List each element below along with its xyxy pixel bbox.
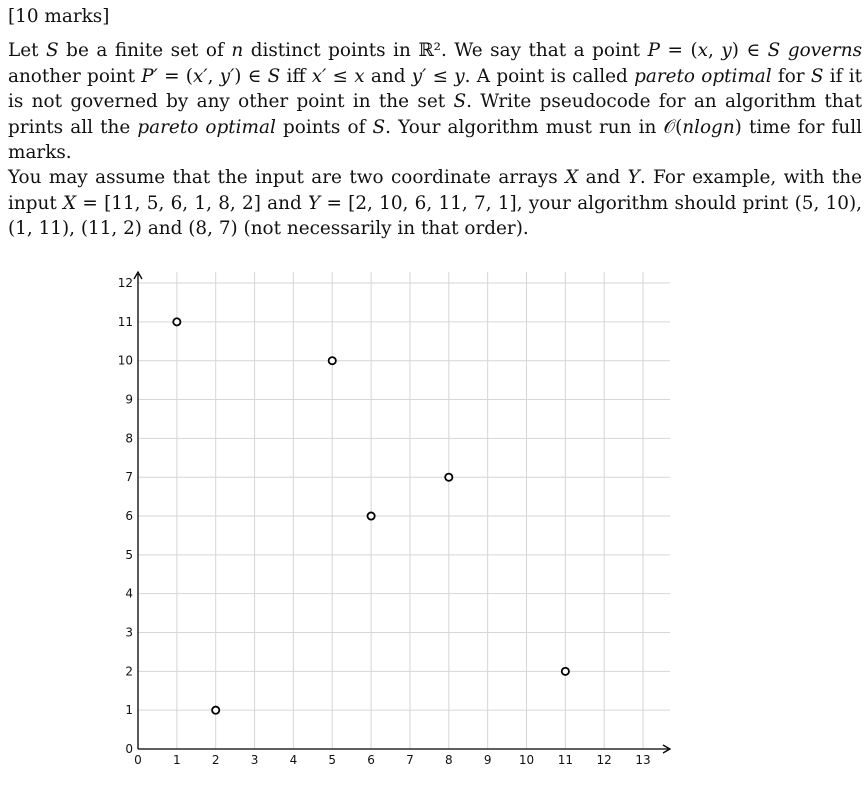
para1-run: pareto optimal [137, 116, 276, 138]
para1-run: x′ [311, 65, 327, 87]
x-tick-label: 13 [635, 753, 651, 767]
para1-run: . Write pseudocode for an algorithm that prints all the [8, 91, 862, 138]
data-point [562, 668, 569, 675]
x-tick-label: 4 [289, 753, 298, 767]
para1-run: = ( [157, 65, 193, 87]
para2-run: = [11, 5, 6, 1, 8, 2] and [76, 192, 309, 214]
para1-run: y [721, 40, 732, 61]
para1-run: points of [275, 116, 373, 138]
para1-run: x′ [193, 65, 208, 87]
para1-run: y [454, 65, 465, 87]
y-tick-label: 0 [125, 742, 133, 756]
x-tick-label: 3 [250, 753, 259, 767]
data-point [445, 474, 452, 481]
data-point [173, 318, 180, 325]
y-tick-label: 2 [125, 664, 133, 679]
para1-run: . Your algorithm must run in 𝒪( [385, 116, 683, 138]
data-point [329, 357, 336, 364]
para1-run: and [364, 65, 412, 87]
para1-run: iff [280, 65, 312, 87]
x-tick-label: 8 [444, 753, 453, 767]
y-tick-label: 3 [125, 625, 133, 640]
para1-run: x [354, 65, 365, 87]
y-tick-label: 4 [125, 586, 133, 601]
para1-run: pareto optimal [634, 65, 772, 87]
data-point [368, 512, 375, 519]
y-tick-label: 6 [125, 509, 133, 524]
para1-run: P′ [141, 65, 158, 87]
x-tick-label: 1 [173, 753, 181, 767]
x-tick-label: 11 [557, 753, 573, 767]
x-tick-label: 12 [596, 753, 612, 767]
y-tick-label: 10 [117, 353, 133, 368]
para1-run: governs [787, 40, 863, 61]
question-marks: [10 marks] [8, 6, 110, 27]
para2-run: X [565, 167, 579, 188]
para2-run: Y [308, 192, 321, 214]
y-tick-label: 1 [125, 703, 133, 718]
para1-run: if it is not governed by any other point in the set [8, 65, 862, 112]
x-tick-label: 6 [367, 753, 375, 767]
para1-run: S [767, 40, 781, 61]
x-tick-label: 7 [406, 753, 414, 767]
para1-run: = ( [659, 40, 698, 61]
para1-run: be a finite set of [58, 40, 232, 61]
y-tick-label: 11 [117, 314, 133, 329]
para1-run: ≤ [426, 65, 455, 87]
para1-run: ) ∈ [731, 40, 768, 61]
y-tick-label: 12 [117, 276, 133, 291]
para2-run: . For example, with the input [8, 167, 862, 214]
para2-run: and [578, 167, 628, 188]
para1-run: S [267, 65, 281, 87]
para1-run: . A point is called [464, 65, 635, 87]
para1-run: Let [8, 40, 47, 61]
y-tick-label: 8 [125, 431, 133, 446]
para2-run: X [63, 192, 77, 214]
para1-run: S [810, 65, 824, 87]
x-tick-label: 9 [483, 753, 492, 767]
para1-run: y′ [219, 65, 235, 87]
x-tick-label: 5 [328, 753, 337, 767]
para1-run: x [697, 40, 709, 61]
para1-run: nlogn [682, 116, 735, 138]
y-tick-label: 9 [125, 392, 133, 407]
para1-run: n [231, 40, 244, 61]
para1-run: S [453, 91, 467, 112]
para1-run: another point [8, 65, 142, 87]
para2-run: Y [627, 167, 640, 188]
para2-run: You may assume that the input are two coordinate arrays [8, 167, 566, 188]
x-tick-label: 0 [134, 753, 142, 767]
para1-run: y′ [411, 65, 427, 87]
para1-run: distinct points in ℝ². We say that a point [243, 40, 648, 61]
x-tick-label: 2 [211, 753, 220, 767]
para1-run: for [771, 65, 811, 87]
y-tick-label: 5 [125, 547, 133, 562]
para1-run: ) ∈ [234, 65, 268, 87]
para1-run: P [647, 40, 660, 61]
para1-run: , [207, 65, 220, 87]
para1-run: ≤ [326, 65, 355, 87]
data-point [212, 707, 219, 714]
para1-run: ) time for full marks. [8, 116, 862, 163]
para2-run: = [2, 10, 6, 11, 7, 1], your algorithm should print (5, 10), (1, 11), (11, 2) and (8, 7) (not necessarily in that order). [8, 192, 862, 239]
x-tick-label: 10 [518, 753, 535, 767]
y-tick-label: 7 [125, 470, 133, 485]
para1-run: S [372, 116, 386, 138]
para1-run: S [46, 40, 59, 61]
para1-run: , [708, 40, 722, 61]
